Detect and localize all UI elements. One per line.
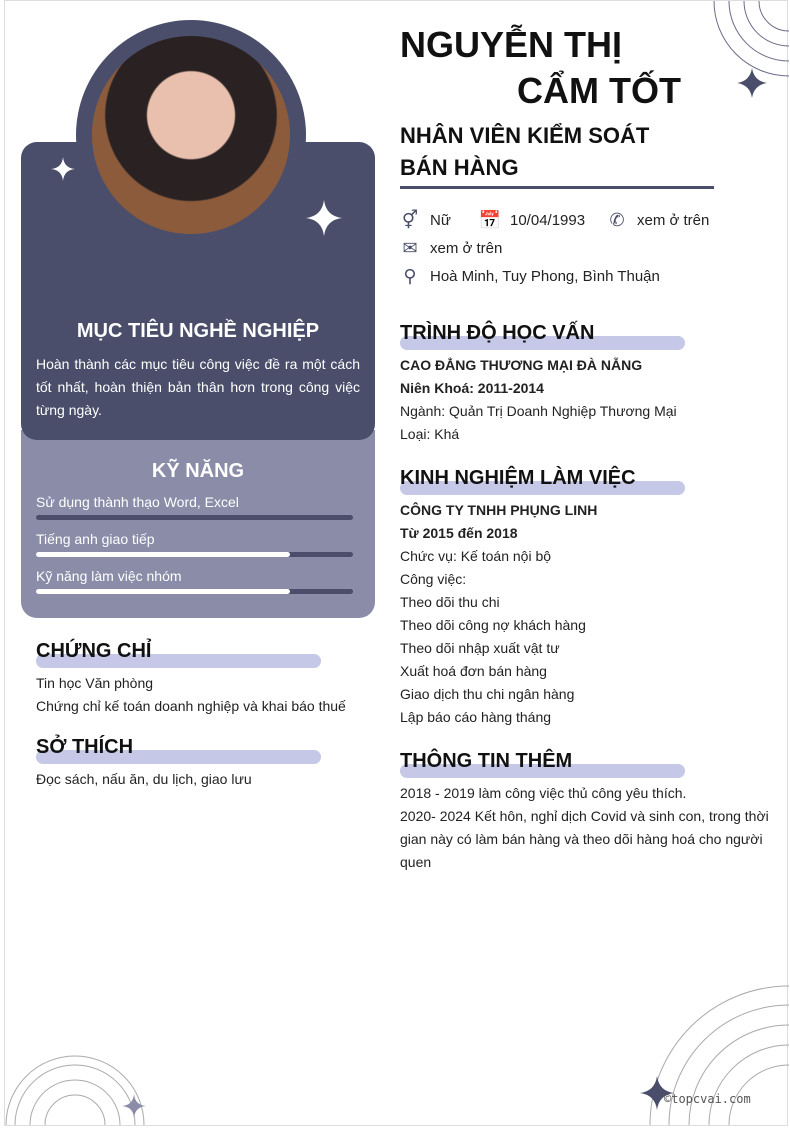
full-name: NGUYỄN THỊ CẨM TỐT: [400, 24, 681, 111]
experience-line: Xuất hoá đơn bán hàng: [400, 663, 547, 679]
experience-period: Từ 2015 đến 2018: [400, 525, 518, 541]
skill-fill: [36, 552, 290, 557]
certificate-item: Chứng chỉ kế toán doanh nghiệp và khai báo thuế: [36, 698, 346, 714]
company-name: CÔNG TY TNHH PHỤNG LINH: [400, 502, 598, 518]
experience-line: Theo dõi nhập xuất vật tư: [400, 640, 560, 656]
skill-label: Tiếng anh giao tiếp: [36, 531, 155, 547]
sparkle-icon: [122, 1094, 146, 1118]
school-name: CAO ĐẲNG THƯƠNG MẠI ĐÀ NẴNG: [400, 357, 643, 373]
skill-item: [36, 568, 353, 594]
sparkle-icon: [306, 200, 342, 236]
birthday-info: 📅 10/04/1993: [478, 209, 586, 230]
experience-line: Theo dõi công nợ khách hàng: [400, 617, 586, 633]
experience-line: Chức vụ: Kế toán nội bộ: [400, 548, 552, 564]
experience-line: Theo dõi thu chi: [400, 594, 500, 610]
skill-item: [36, 494, 353, 520]
sparkle-icon: [737, 68, 767, 98]
education-section: [400, 322, 770, 446]
education-grade: Loại: Khá: [400, 426, 460, 442]
skill-bar: [36, 515, 353, 520]
address-info: ⚲ Hoà Minh, Tuy Phong, Bình Thuận: [400, 266, 660, 286]
certificates-section: [36, 640, 356, 718]
skills-title: KỸ NĂNG: [151, 460, 245, 482]
section-title: TRÌNH ĐỘ HỌC VẤN: [400, 322, 595, 344]
skill-bar: [36, 552, 353, 557]
experience-section: [400, 467, 770, 729]
sparkle-icon: [51, 157, 75, 181]
phone-icon: ✆: [609, 209, 625, 230]
envelope-icon: ✉: [402, 237, 418, 258]
skill-item: [36, 531, 353, 557]
job-title: NHÂN VIÊN KIỂM SOÁT BÁN HÀNG: [400, 120, 714, 189]
objective-title: MỤC TIÊU NGHỀ NGHIỆP: [76, 320, 320, 342]
gender-info: ⚥ Nữ: [401, 209, 451, 230]
section-title: THÔNG TIN THÊM: [400, 750, 573, 772]
section-title: KINH NGHIỆM LÀM VIỆC: [400, 467, 636, 489]
skill-label: Sử dụng thành thạo Word, Excel: [36, 494, 239, 510]
experience-line: Giao dịch thu chi ngân hàng: [400, 686, 575, 702]
skill-fill: [36, 589, 290, 594]
certificate-item: Tin học Văn phòng: [36, 675, 154, 691]
hobbies-text: Đọc sách, nấu ăn, du lịch, giao lưu: [36, 771, 252, 787]
extra-line: 2018 - 2019 làm công việc thủ công yêu thích.: [400, 785, 687, 801]
skill-bar: [36, 589, 353, 594]
extra-line: 2020- 2024 Kết hôn, nghỉ dịch Covid và sinh con, trong thời gian này có làm bán hàng và theo dõi hàng hoá cho người quen: [400, 808, 769, 870]
education-period: Niên Khoá: 2011-2014: [400, 380, 544, 396]
avatar: [92, 36, 290, 234]
skill-label: Kỹ năng làm việc nhóm: [36, 568, 182, 584]
watermark: ©topcvai.com: [664, 1092, 751, 1106]
phone-info: ✆ xem ở trên: [607, 210, 709, 230]
hobbies-section: [36, 736, 356, 791]
experience-line: Lập báo cáo hàng tháng: [400, 709, 552, 725]
calendar-icon: 📅: [478, 209, 502, 230]
section-title: CHỨNG CHỈ: [36, 640, 152, 662]
objective-text: Hoàn thành các mục tiêu công việc đề ra một cách tốt nhất, hoàn thiện bản thân hơn trong công việc từng ngày.: [36, 356, 360, 418]
location-pin-icon: ⚲: [403, 265, 417, 286]
gender-icon: ⚥: [401, 209, 419, 230]
experience-line: Công việc:: [400, 571, 467, 587]
section-title: SỞ THÍCH: [36, 736, 134, 758]
education-major: Ngành: Quản Trị Doanh Nghiệp Thương Mại: [400, 403, 677, 419]
extra-info-section: [400, 750, 770, 874]
email-info: ✉ xem ở trên: [400, 238, 502, 258]
